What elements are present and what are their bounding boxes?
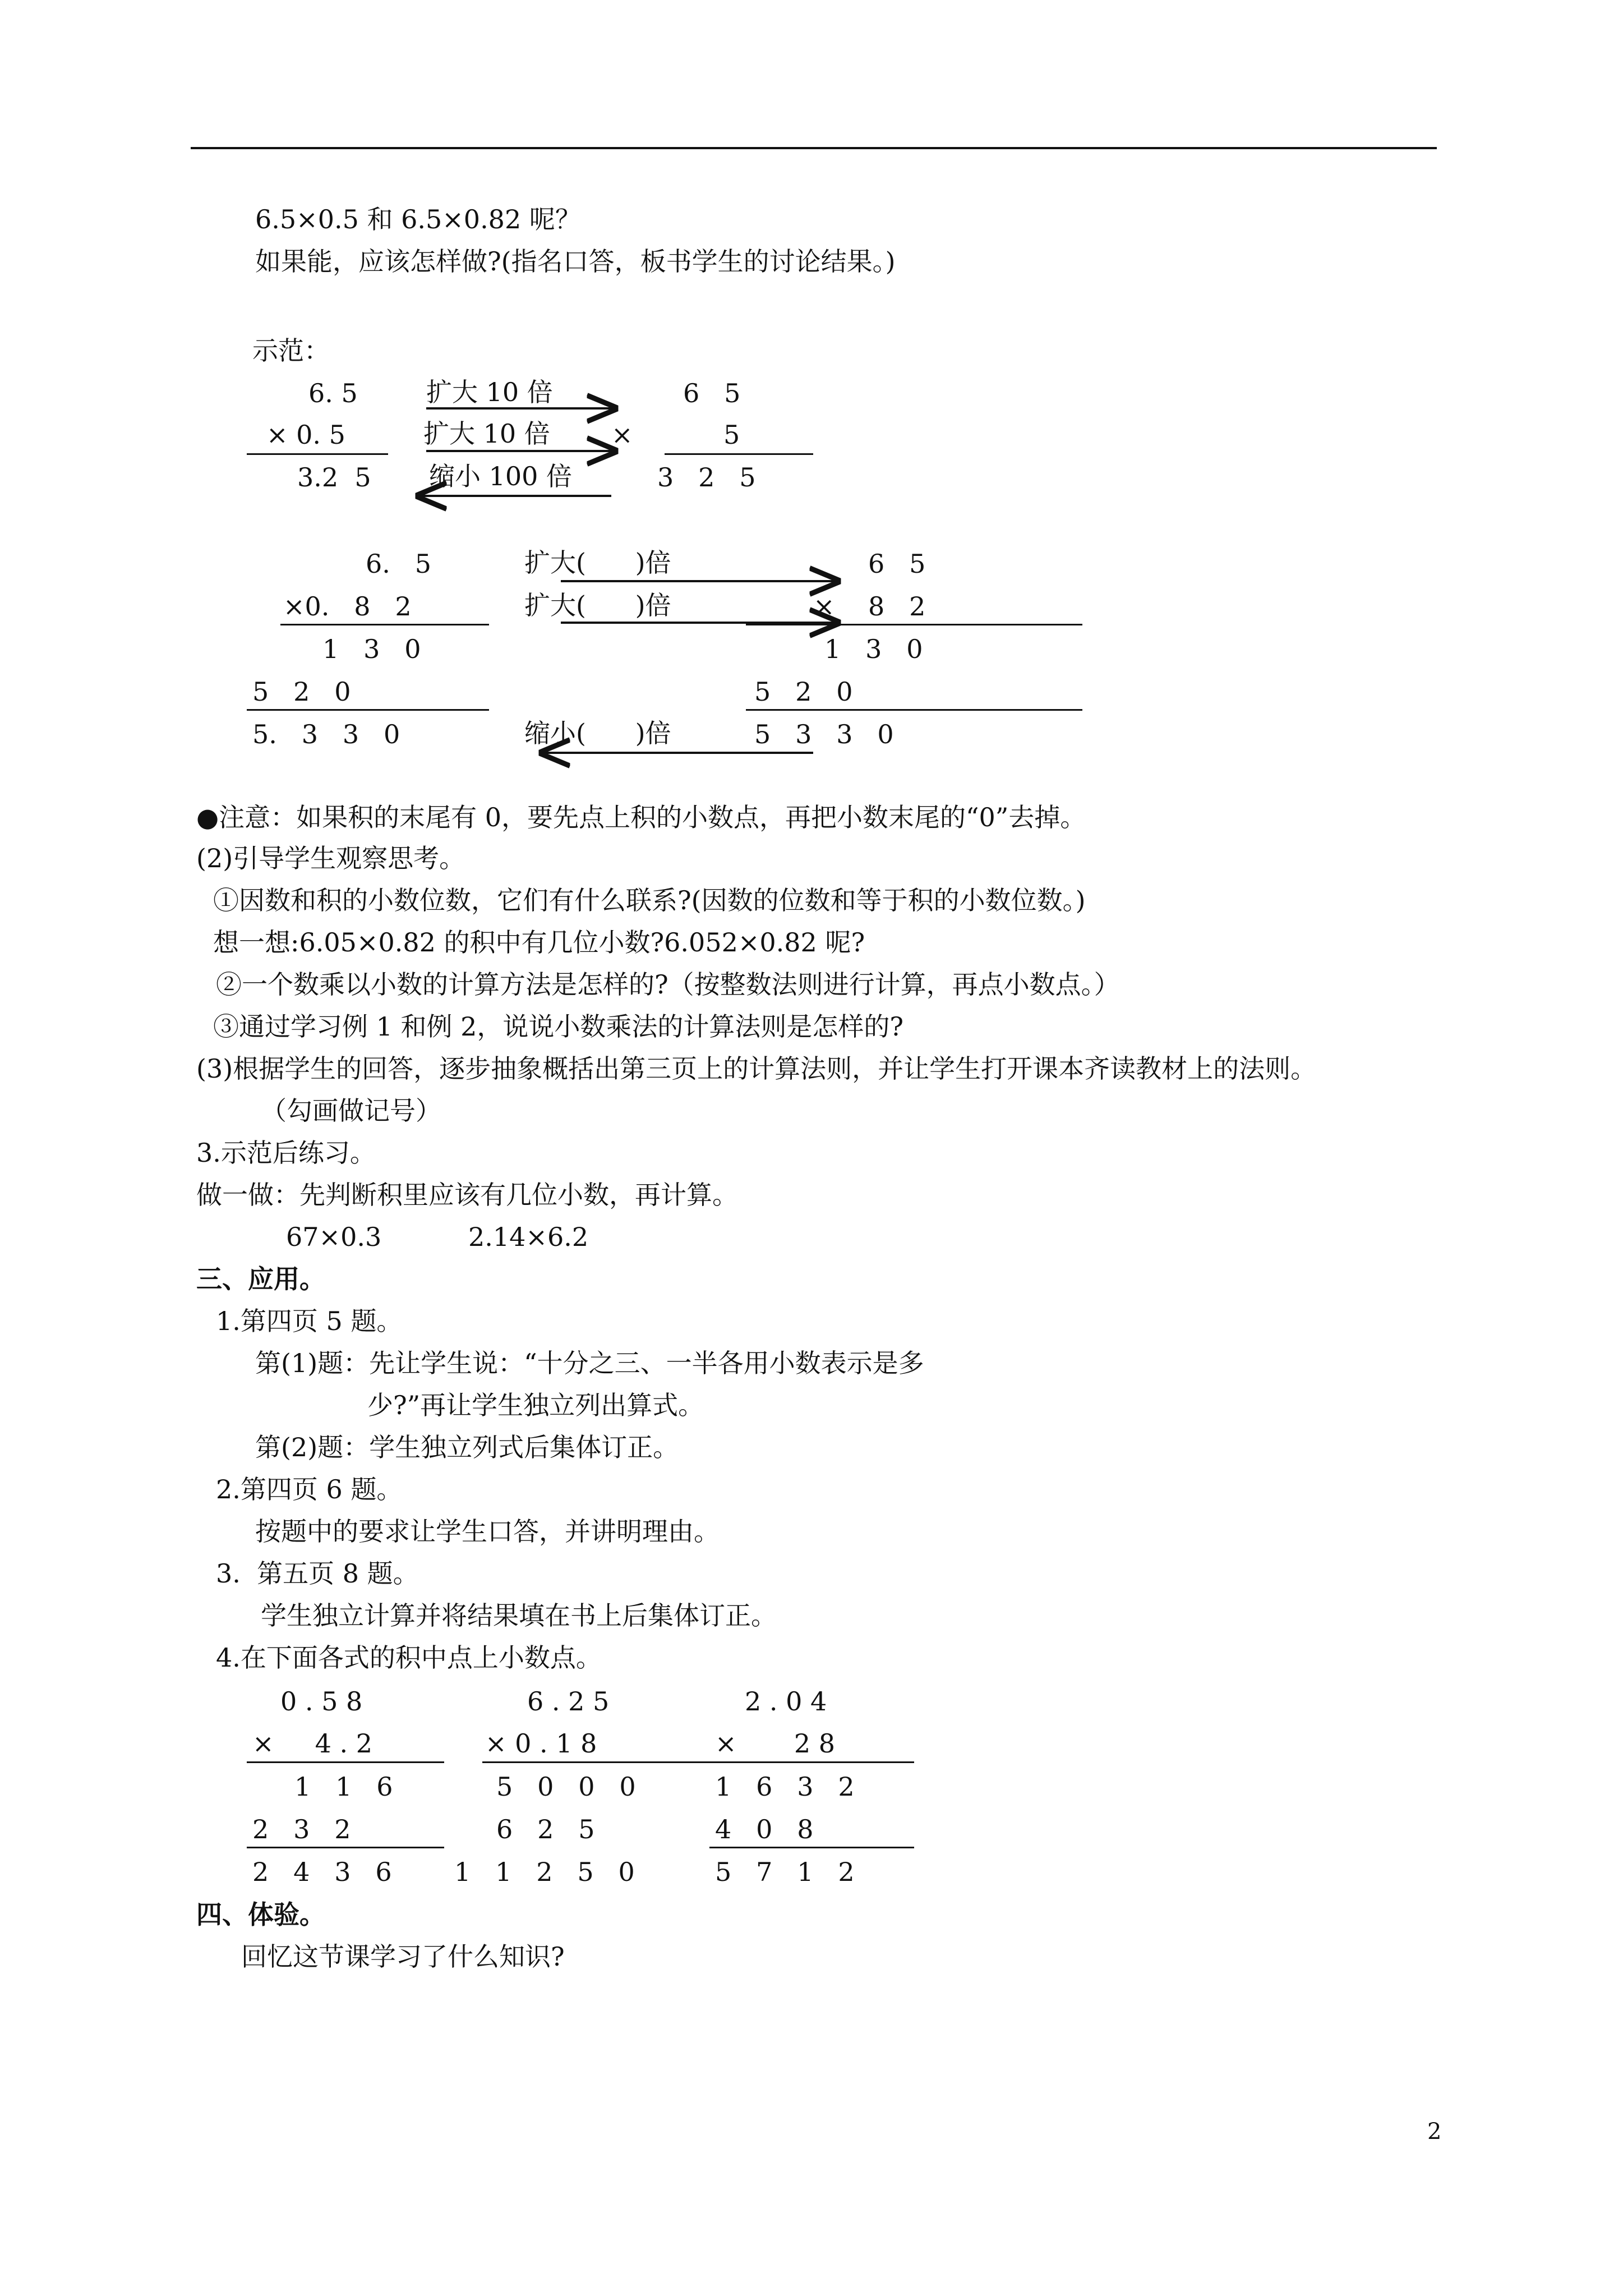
factor: × 2 8	[715, 1728, 836, 1759]
text-line: 回忆这节课学习了什么知识?	[241, 1941, 565, 1972]
partial-product: 5 0 0 0	[496, 1772, 636, 1802]
partial-product: 4 0 8	[715, 1814, 814, 1844]
exercise-expression: 67×0.3	[286, 1222, 382, 1252]
factor: 6 5	[868, 549, 926, 579]
text-line: ②一个数乘以小数的计算方法是怎样的?（按整数法则进行计算，再点小数点。）	[216, 969, 1120, 1000]
text-line: 示范：	[252, 335, 330, 366]
factor: × 0 . 1 8	[485, 1728, 597, 1759]
factor: 2 . 0 4	[745, 1686, 827, 1717]
text-line: 做一做：先判断积里应该有几位小数，再计算。	[196, 1180, 738, 1210]
text-line: 第(2)题：学生独立列式后集体订正。	[255, 1432, 679, 1462]
rule	[247, 1761, 444, 1763]
factor: 6 . 2 5	[527, 1686, 610, 1717]
factor: 0 . 5 8	[280, 1686, 363, 1717]
arrow-label: 缩小 100 倍	[429, 461, 573, 491]
exercise-expression: 2.14×6.2	[468, 1222, 589, 1252]
partial-product: 1 1 6	[294, 1772, 393, 1802]
text-line: (3)根据学生的回答，逐步抽象概括出第三页上的计算法则，并让学生打开课本齐读教材上的法则。	[196, 1053, 1317, 1084]
partial-product: 5 2 0	[252, 677, 351, 707]
rule	[482, 1761, 715, 1763]
product: 3.2 5	[297, 462, 371, 493]
product: 5. 3 3 0	[252, 719, 400, 749]
text-line: 3.示范后练习。	[196, 1138, 376, 1168]
section-heading: 四、体验。	[196, 1899, 325, 1930]
factor: × 0. 5	[266, 420, 345, 450]
arrow-label: 扩大 10 倍	[423, 418, 550, 449]
text-line: 少?”再让学生独立列出算式。	[367, 1390, 704, 1420]
partial-product: 1 3 0	[824, 634, 923, 664]
arrow-label: 扩大 10 倍	[426, 377, 553, 407]
partial-product: 5 2 0	[754, 677, 853, 707]
times-sign: ×	[611, 420, 633, 450]
product: 1 1 2 5 0	[454, 1857, 635, 1887]
text-line: (2)引导学生观察思考。	[196, 843, 465, 873]
factor: 5	[723, 420, 740, 450]
text-line: 想一想:6.05×0.82 的积中有几位小数?6.052×0.82 呢?	[213, 927, 865, 958]
times-sign: ×	[813, 591, 835, 622]
text-line: 学生独立计算并将结果填在书上后集体订正。	[261, 1600, 777, 1631]
product: 5 3 3 0	[754, 719, 894, 749]
rule	[709, 1761, 914, 1763]
product: 5 7 1 2	[715, 1857, 855, 1887]
note-line: ●注意：如果积的末尾有 0，要先点上积的小数点，再把小数末尾的“0”去掉。	[196, 802, 1086, 832]
partial-product: 6 2 5	[496, 1814, 595, 1844]
section-heading: 三、应用。	[196, 1264, 325, 1294]
product: 2 4 3 6	[252, 1857, 392, 1887]
product: 3 2 5	[657, 462, 756, 493]
arrow-label: 扩大( )倍	[524, 590, 671, 620]
factor: 6 5	[683, 378, 741, 408]
text-line: ①因数和积的小数位数，它们有什么联系?(因数的位数和等于积的小数位数。)	[213, 885, 1086, 915]
text-line: 3. 第五页 8 题。	[216, 1558, 419, 1589]
factor: 6. 5	[366, 549, 432, 579]
factor: ×0. 8 2	[283, 591, 412, 622]
partial-product: 1 3 0	[322, 634, 421, 664]
text-line: 第(1)题：先让学生说：“十分之三、一半各用小数表示是多	[255, 1348, 924, 1378]
page-number: 2	[1427, 2119, 1442, 2145]
text-line: （勾画做记号）	[261, 1096, 441, 1126]
text-line: 4.在下面各式的积中点上小数点。	[216, 1642, 602, 1673]
text-line: ③通过学习例 1 和例 2，说说小数乘法的计算法则是怎样的?	[213, 1011, 904, 1042]
text-line: 1.第四页 5 题。	[216, 1306, 403, 1336]
text-line: 2.第四页 6 题。	[216, 1474, 403, 1504]
factor: × 4 . 2	[252, 1728, 373, 1759]
text-line: 如果能，应该怎样做?(指名口答，板书学生的讨论结果。)	[255, 246, 896, 277]
arrow-label: 扩大( )倍	[524, 547, 671, 578]
partial-product: 2 3 2	[252, 1814, 351, 1844]
factor: 8 2	[868, 591, 926, 622]
factor: 6. 5	[308, 378, 358, 408]
rule	[709, 1847, 914, 1848]
rule	[247, 1847, 444, 1848]
text-line: 6.5×0.5 和 6.5×0.82 呢？	[255, 204, 581, 234]
partial-product: 1 6 3 2	[715, 1772, 855, 1802]
text-line: 按题中的要求让学生口答，并讲明理由。	[255, 1516, 720, 1547]
arrow-label: 缩小( )倍	[524, 718, 671, 748]
